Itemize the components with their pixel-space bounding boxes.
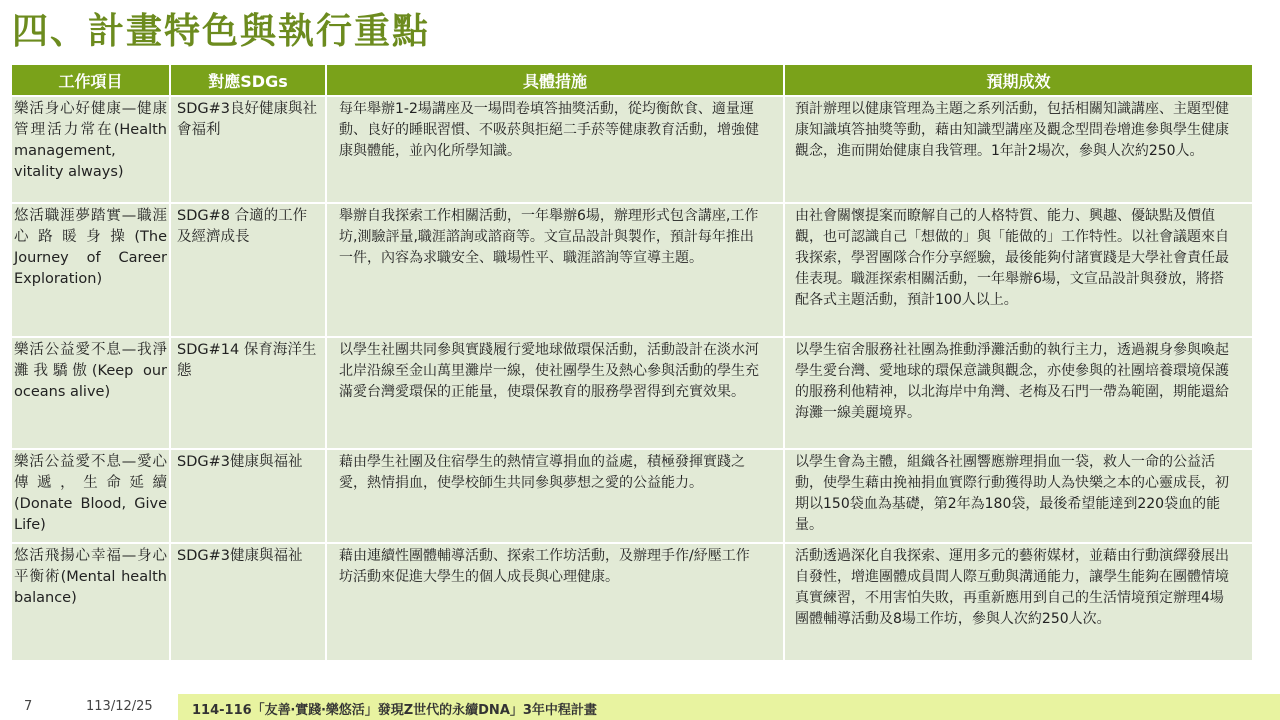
footer-date: 113/12/25 [86, 699, 153, 714]
cell-measures: 舉辦自我探索工作相關活動，一年舉辦6場，辦理形式包含講座,工作坊,測驗評量,職涯諮詢或諮商等。文宣品設計與製作，預計每年推出一件，內容為求職安全、職場性平、職涯諮詢等宣導主題。 [326, 203, 784, 337]
footer-plan-bar [178, 694, 1280, 720]
cell-measures: 以學生社團共同參與實踐履行愛地球做環保活動，活動設計在淡水河北岸沿線至金山萬里灘岸一線，使社團學生及熱心參與活動的學生充滿愛台灣愛環保的正能量，使環保教育的服務學習得到充實效果。 [326, 337, 784, 449]
cell-outcomes: 由社會關懷提案而瞭解自己的人格特質、能力、興趣、優缺點及價值觀，也可認識自己「想做的」與「能做的」工作特性。以社會議題來自我探索，學習團隊合作分享經驗，最後能夠付諸實踐是大學社會責任最佳表現。職涯探索相關活動，一年舉辦6場，文宣品設計與發放，將搭配各式主題活動，預計100人以上。 [784, 203, 1252, 337]
cell-outcomes: 以學生會為主體，組織各社團響應辦理捐血一袋，救人一命的公益活動，使學生藉由挽袖捐血實際行動獲得助人為快樂之本的心靈成長，初期以150袋血為基礎，第2年為180袋，最後希望能達到220袋血的能量。 [784, 449, 1252, 543]
header-measures: 具體措施 [326, 65, 784, 96]
cell-sdg: SDG#8 合適的工作及經濟成長 [170, 203, 326, 337]
table-row [12, 449, 1252, 543]
cell-measures: 藉由連續性團體輔導活動、探索工作坊活動，及辦理手作/紓壓工作坊活動來促進大學生的個人成長與心理健康。 [326, 543, 784, 660]
cell-outcomes: 預計辦理以健康管理為主題之系列活動，包括相關知識講座、主題型健康知識填答抽獎等動，藉由知識型講座及觀念型問卷增進參與學生健康觀念，進而開始健康自我管理。1年計2場次，參與人次約250人。 [784, 96, 1252, 203]
cell-measures: 藉由學生社團及住宿學生的熱情宣導捐血的益處，積極發揮實踐之愛，熱情捐血，使學校師生共同參與夢想之愛的公益能力。 [326, 449, 784, 543]
header-sdgs: 對應SDGs [170, 65, 326, 96]
cell-sdg: SDG#14 保育海洋生態 [170, 337, 326, 449]
cell-work-item: 樂活公益愛不息—愛心傳遞，生命延續(Donate Blood, Give Life) [12, 449, 170, 543]
cell-sdg: SDG#3健康與福祉 [170, 543, 326, 660]
cell-work-item: 樂活公益愛不息—我淨灘我驕傲(Keep our oceans alive) [12, 337, 170, 449]
table-row [12, 96, 1252, 203]
cell-measures: 每年舉辦1-2場講座及一場問卷填答抽獎活動，從均衡飲食、適量運動、良好的睡眠習慣、不吸菸與拒絕二手菸等健康教育活動，增強健康與體能，並內化所學知識。 [326, 96, 784, 203]
table-header-row [12, 65, 1252, 96]
cell-work-item: 悠活飛揚心幸福—身心平衡術(Mental health balance) [12, 543, 170, 660]
page-number: 7 [24, 699, 33, 714]
cell-outcomes: 以學生宿舍服務社社團為推動淨灘活動的執行主力，透過親身參與喚起學生愛台灣、愛地球的環保意識與觀念，亦使參與的社團培養環境保護的服務利他精神，以北海岸中角灣、老梅及石門一帶為範圍，期能還給海灘一線美麗境界。 [784, 337, 1252, 449]
table-row [12, 203, 1252, 337]
table-row [12, 337, 1252, 449]
slide-footer [0, 694, 1280, 720]
footer-plan-title: 114-116「友善‧實踐‧樂悠活」發現Z世代的永續DNA」3年中程計畫 [192, 703, 597, 718]
cell-outcomes: 活動透過深化自我探索、運用多元的藝術媒材，並藉由行動演繹發展出自發性，增進團體成員間人際互動與溝通能力，讓學生能夠在團體情境真實練習，不用害怕失敗，再重新應用到自己的生活情境預定辦理4場團體輔導活動及8場工作坊，參與人次約250人次。 [784, 543, 1252, 660]
header-outcomes: 預期成效 [784, 65, 1252, 96]
cell-work-item: 悠活職涯夢踏實—職涯心路暖身操(The Journey of Career Exploration) [12, 203, 170, 337]
table-row [12, 543, 1252, 660]
header-work-item: 工作項目 [12, 65, 170, 96]
cell-sdg: SDG#3良好健康與社會福利 [170, 96, 326, 203]
page-title: 四、計畫特色與執行重點 [12, 11, 431, 52]
plan-table [12, 65, 1252, 660]
cell-sdg: SDG#3健康與福祉 [170, 449, 326, 543]
cell-work-item: 樂活身心好健康—健康管理活力常在(Health management, vitality always) [12, 96, 170, 203]
